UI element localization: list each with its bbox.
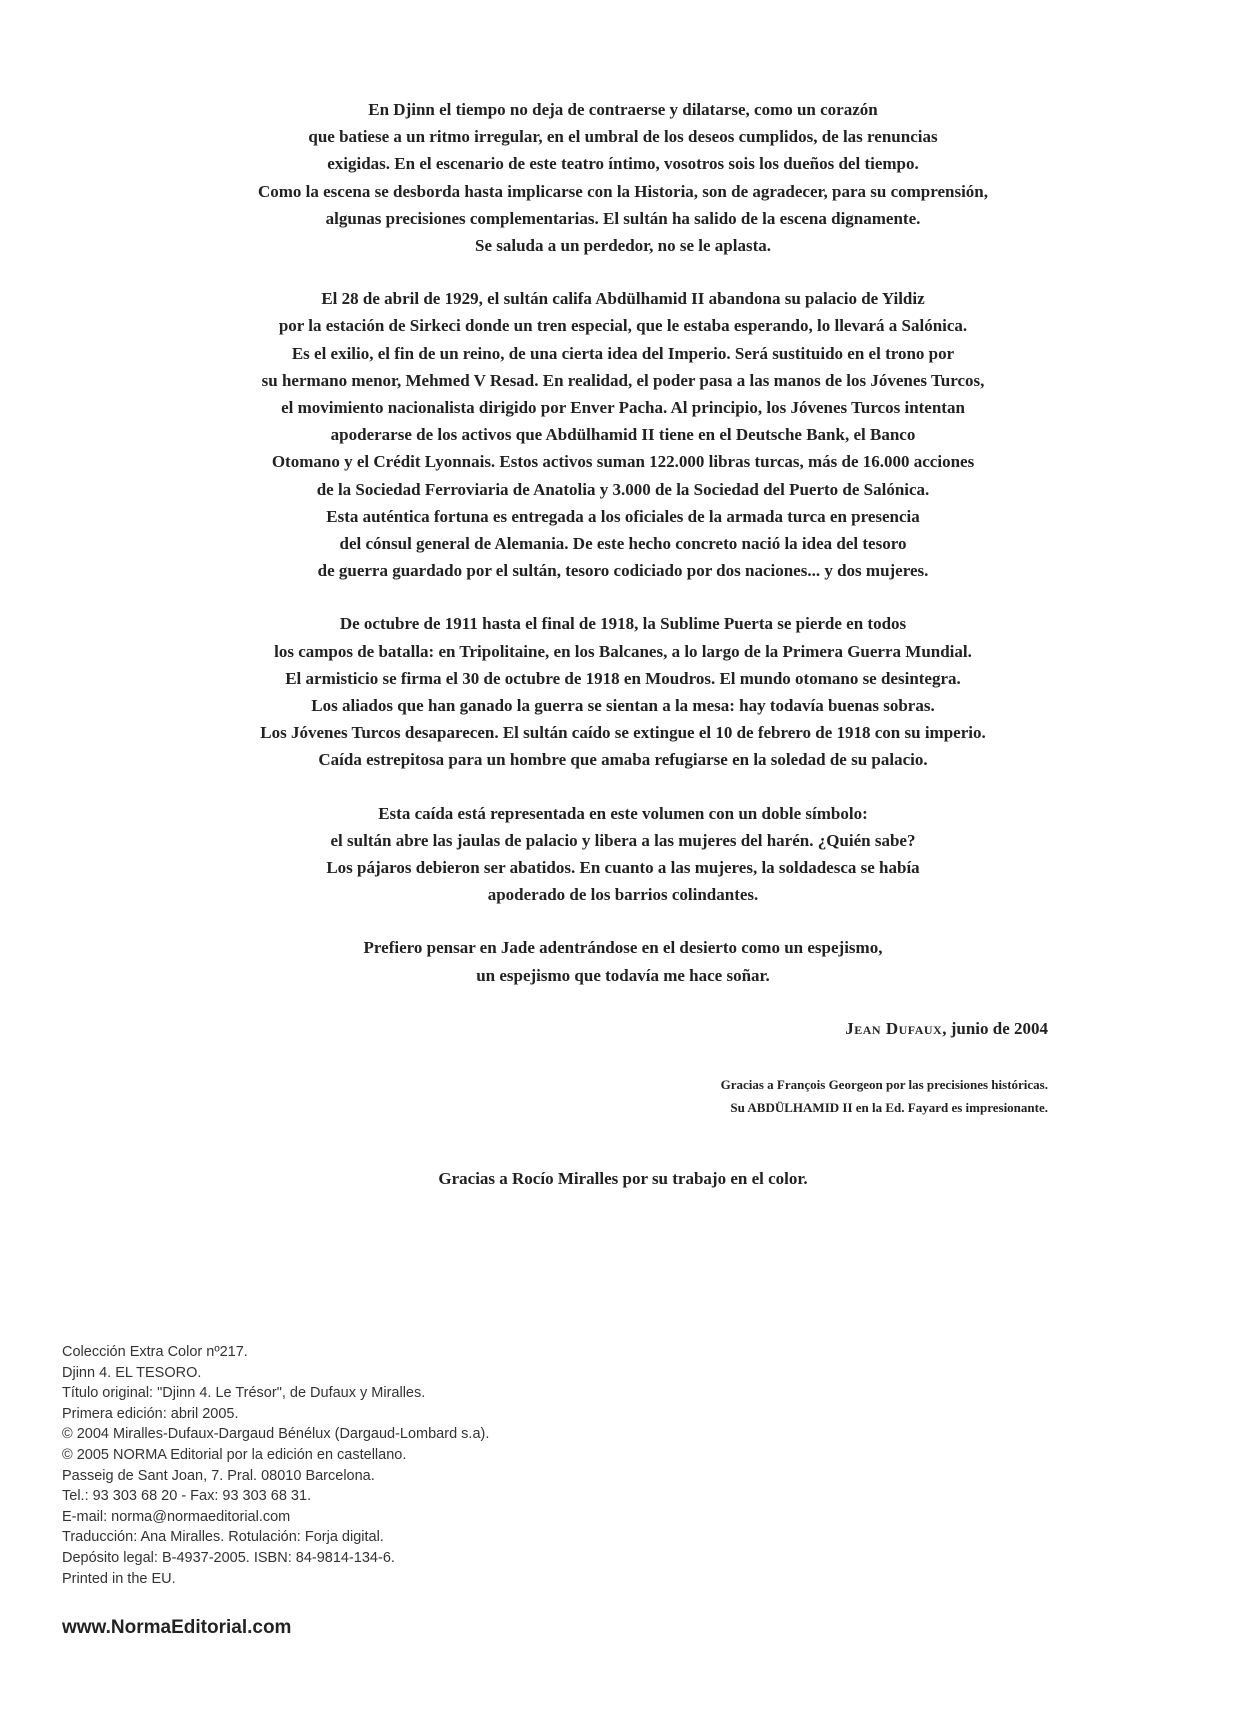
text-line: su hermano menor, Mehmed V Resad. En realidad, el poder pasa a las manos de los Jóvenes Turcos,	[261, 370, 985, 390]
historical-acknowledgement	[721, 1073, 1048, 1119]
text-line: Caída estrepitosa para un hombre que amaba refugiarse en la soledad de su palacio.	[318, 750, 928, 770]
credit-line: © 2004 Miralles-Dufaux-Dargaud Bénélux (Dargaud-Lombard s.a).	[62, 1426, 490, 1443]
text-line: un espejismo que todavía me hace soñar.	[476, 965, 770, 985]
paragraph	[140, 96, 1106, 259]
credit-line: © 2005 NORMA Editorial por la edición en castellano.	[62, 1446, 407, 1463]
text-line: el sultán abre las jaulas de palacio y libera a las mujeres del harén. ¿Quién sabe?	[330, 830, 916, 850]
text-line: apoderarse de los activos que Abdülhamid II tiene en el Deutsche Bank, el Banco	[330, 425, 916, 445]
text-line: Otomano y el Crédit Lyonnais. Estos activos suman 122.000 libras turcas, más de 16.000 acciones	[271, 452, 975, 472]
text-line: El 28 de abril de 1929, el sultán califa Abdülhamid II abandona su palacio de Yildiz	[321, 289, 925, 309]
text-line: apoderado de los barrios colindantes.	[487, 885, 759, 905]
text-line: Gracias a François Georgeon por las precisiones históricas.	[720, 1077, 1048, 1092]
website-url: www.NormaEditorial.com	[62, 1617, 292, 1638]
text-line: Los aliados que han ganado la guerra se sientan a la mesa: hay todavía buenas sobras.	[311, 696, 935, 716]
text-line: que batiese a un ritmo irregular, en el umbral de los deseos cumplidos, de las renuncias	[308, 127, 938, 147]
credit-line: Depósito legal: B-4937-2005. ISBN: 84-9814-134-6.	[62, 1549, 395, 1566]
credit-line: Primera edición: abril 2005.	[62, 1405, 239, 1422]
text-line: Como la escena se desborda hasta implicarse con la Historia, son de agradecer, para su comprensión,	[257, 181, 989, 201]
text-line: El armisticio se firma el 30 de octubre de 1918 en Moudros. El mundo otomano se desintegra.	[285, 668, 961, 688]
text-line: Prefiero pensar en Jade adentrándose en el desierto como un espejismo,	[363, 938, 883, 958]
color-acknowledgement: Gracias a Rocío Miralles por su trabajo en el color.	[438, 1169, 808, 1188]
signature	[845, 1019, 1048, 1039]
author-name: Jean Dufaux	[845, 1019, 943, 1038]
text-line: del cónsul general de Alemania. De este hecho concreto nació la idea del tesoro	[339, 534, 907, 554]
text-line: Los Jóvenes Turcos desaparecen. El sultán caído se extingue el 10 de febrero de 1918 con su imperio.	[260, 723, 986, 743]
paragraph	[140, 934, 1106, 988]
paragraph	[140, 285, 1106, 584]
signature-date: , junio de 2004	[942, 1019, 1048, 1038]
credit-line: E-mail: norma@normaeditorial.com	[62, 1508, 291, 1525]
credit-line: Djinn 4. EL TESORO.	[62, 1364, 202, 1381]
text-line: de la Sociedad Ferroviaria de Anatolia y 3.000 de la Sociedad del Puerto de Salónica.	[316, 479, 930, 499]
credit-line: Passeig de Sant Joan, 7. Pral. 08010 Barcelona.	[62, 1467, 375, 1484]
text-line: Los pájaros debieron ser abatidos. En cuanto a las mujeres, la soldadesca se había	[326, 858, 920, 878]
text-line: de guerra guardado por el sultán, tesoro codiciado por dos naciones... y dos mujeres.	[317, 561, 929, 581]
text-line: De octubre de 1911 hasta el final de 1918, la Sublime Puerta se pierde en todos	[339, 614, 907, 634]
text-line: Su ABDÜLHAMID II en la Ed. Fayard es impresionante.	[730, 1100, 1048, 1115]
text-line: Es el exilio, el fin de un reino, de una cierta idea del Imperio. Será sustituido en el trono por	[291, 343, 955, 363]
text-line: los campos de batalla: en Tripolitaine, en los Balcanes, a lo largo de la Primera Guerra Mundial.	[274, 641, 972, 661]
text-line: por la estación de Sirkeci donde un tren especial, que le estaba esperando, lo llevará a Salónica.	[278, 316, 968, 336]
text-line: exigidas. En el escenario de este teatro íntimo, vosotros sois los dueños del tiempo.	[327, 154, 919, 174]
paragraph	[140, 610, 1106, 773]
credit-line: Colección Extra Color nº217.	[62, 1344, 248, 1360]
credit-line: Printed in the EU.	[62, 1570, 176, 1587]
text-line: algunas precisiones complementarias. El sultán ha salido de la escena dignamente.	[325, 208, 921, 228]
paragraph	[140, 800, 1106, 909]
credit-line: Título original: "Djinn 4. Le Trésor", de Dufaux y Miralles.	[62, 1385, 426, 1402]
text-line: el movimiento nacionalista dirigido por Enver Pacha. Al principio, los Jóvenes Turcos intentan	[281, 398, 965, 418]
text-line: Esta caída está representada en este volumen con un doble símbolo:	[378, 803, 868, 823]
text-line: En Djinn el tiempo no deja de contraerse y dilatarse, como un corazón	[368, 100, 878, 119]
text-line: Esta auténtica fortuna es entregada a los oficiales de la armada turca en presencia	[326, 506, 920, 526]
credit-line: Traducción: Ana Miralles. Rotulación: Forja digital.	[62, 1529, 384, 1546]
text-line: Se saluda a un perdedor, no se le aplasta.	[475, 236, 771, 256]
intro-text	[140, 96, 1106, 1015]
credit-line: Tel.: 93 303 68 20 - Fax: 93 303 68 31.	[62, 1488, 312, 1505]
credits-block	[62, 1342, 489, 1589]
